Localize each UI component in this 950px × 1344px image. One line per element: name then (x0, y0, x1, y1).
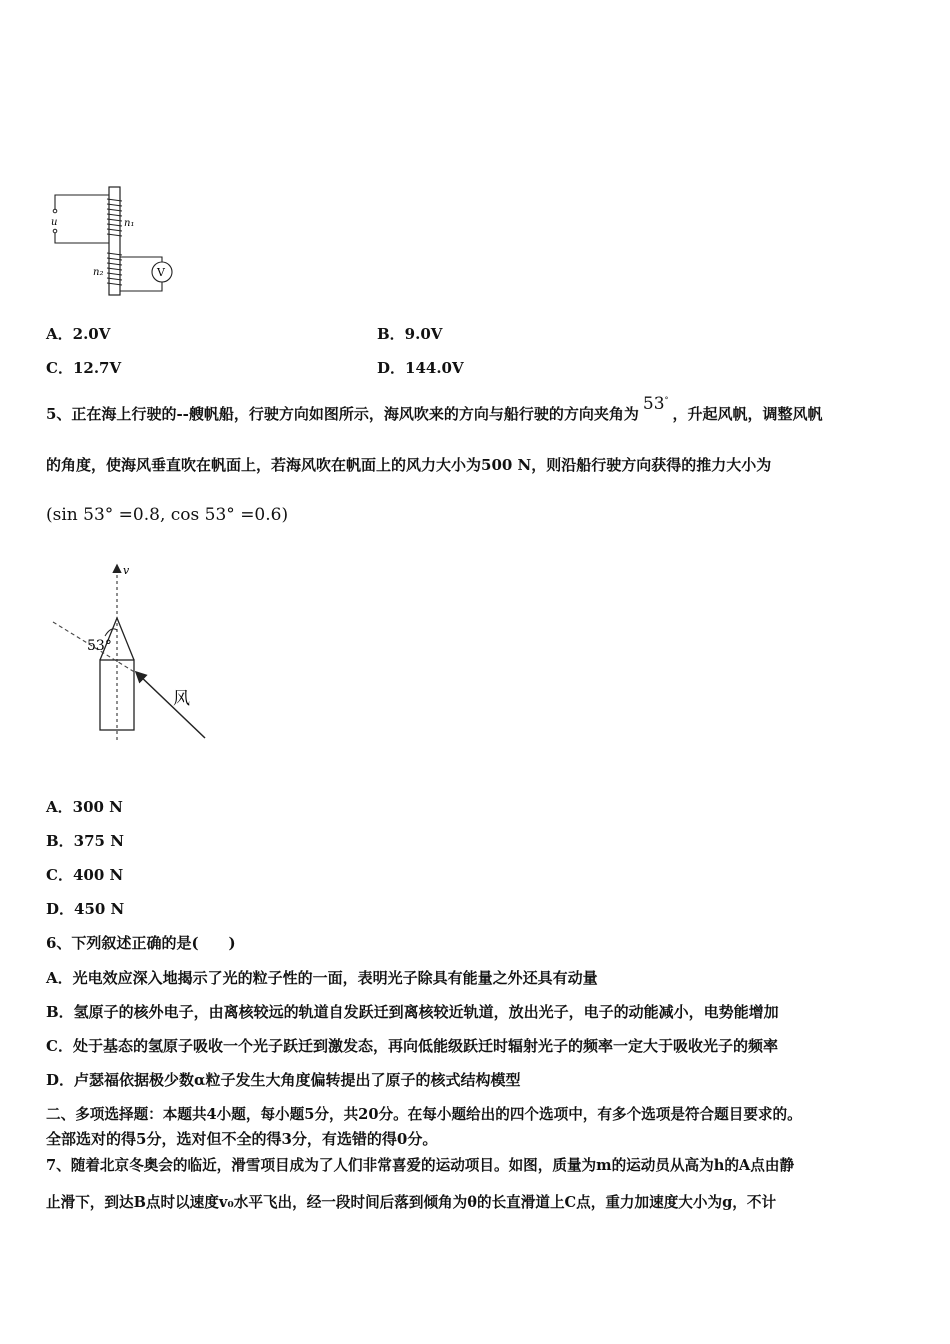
q5-stem-line1 (46, 394, 823, 424)
label-n1: n₁ (124, 218, 135, 229)
q5-stem-end: ，升起风帆，调整风帆 (672, 405, 823, 423)
q6-stem: 6、下列叙述正确的是( ) (46, 934, 236, 952)
label-voltmeter: V (157, 266, 165, 279)
label-u: u (51, 217, 58, 228)
q5-formula: (sin 53° =0.8, cos 53° =0.6) (46, 505, 289, 525)
q5-option-a: A．300 N (46, 798, 123, 816)
q5-option-c: C．400 N (46, 866, 124, 884)
q7-stem-line1: 7、随着北京冬奥会的临近，滑雪项目成为了人们非常喜爱的运动项目。如图，质量为m的运动员从高为h的A点由静 (46, 1157, 795, 1174)
sailboat-figure (45, 560, 220, 745)
q7-stem-line2: 止滑下，到达B点时以速度v₀水平飞出，经一段时间后落到倾角为θ的长直滑道上C点，重力加速度大小为g，不计 (46, 1194, 777, 1211)
wind-arrow (137, 673, 205, 738)
section2-heading-line1: 二、多项选择题：本题共4小题，每小题5分，共20分。在每小题给出的四个选项中，有多个选项是符合题目要求的。 (46, 1106, 802, 1123)
q4-option-a: A．2.0V (46, 325, 111, 343)
q6-option-c: C．处于基态的氢原子吸收一个光子跃迁到激发态，再向低能级跃迁时辐射光子的频率一定大于吸收光子的频率 (46, 1037, 778, 1055)
q5-stem-line2: 的角度，使海风垂直吹在帆面上，若海风吹在帆面上的风力大小为500 N，则沿船行驶方向获得的推力大小为 (46, 456, 772, 474)
label-velocity: v (123, 564, 130, 577)
q6-option-b: B．氢原子的核外电子，由离核较远的轨道自发跃迁到离核较近轨道，放出光子，电子的动能减小，电势能增加 (46, 1003, 779, 1021)
section2-heading-line2: 全部选对的得5分，选对但不全的得3分，有选错的得0分。 (46, 1130, 438, 1148)
transformer-figure (45, 183, 185, 298)
primary-circuit (55, 195, 109, 243)
q6-option-d: D．卢瑟福依据极少数α粒子发生大角度偏转提出了原子的核式结构模型 (46, 1071, 521, 1089)
q6-option-a: A．光电效应深入地揭示了光的粒子性的一面，表明光子除具有能量之外还具有动量 (46, 969, 598, 987)
q4-option-c: C．12.7V (46, 359, 122, 377)
q5-angle: 53° (642, 394, 669, 414)
q4-option-b: B．9.0V (377, 325, 443, 343)
q4-option-d: D．144.0V (377, 359, 464, 377)
label-wind: 风 (173, 689, 190, 709)
q5-stem-text: 5、正在海上行驶的--艘帆船，行驶方向如图所示，海风吹来的方向与船行驶的方向夹角为 (46, 405, 639, 423)
q5-option-d: D．450 N (46, 900, 125, 918)
label-n2: n₂ (93, 267, 104, 278)
q5-option-b: B．375 N (46, 832, 124, 850)
label-angle: 53° (87, 638, 112, 654)
